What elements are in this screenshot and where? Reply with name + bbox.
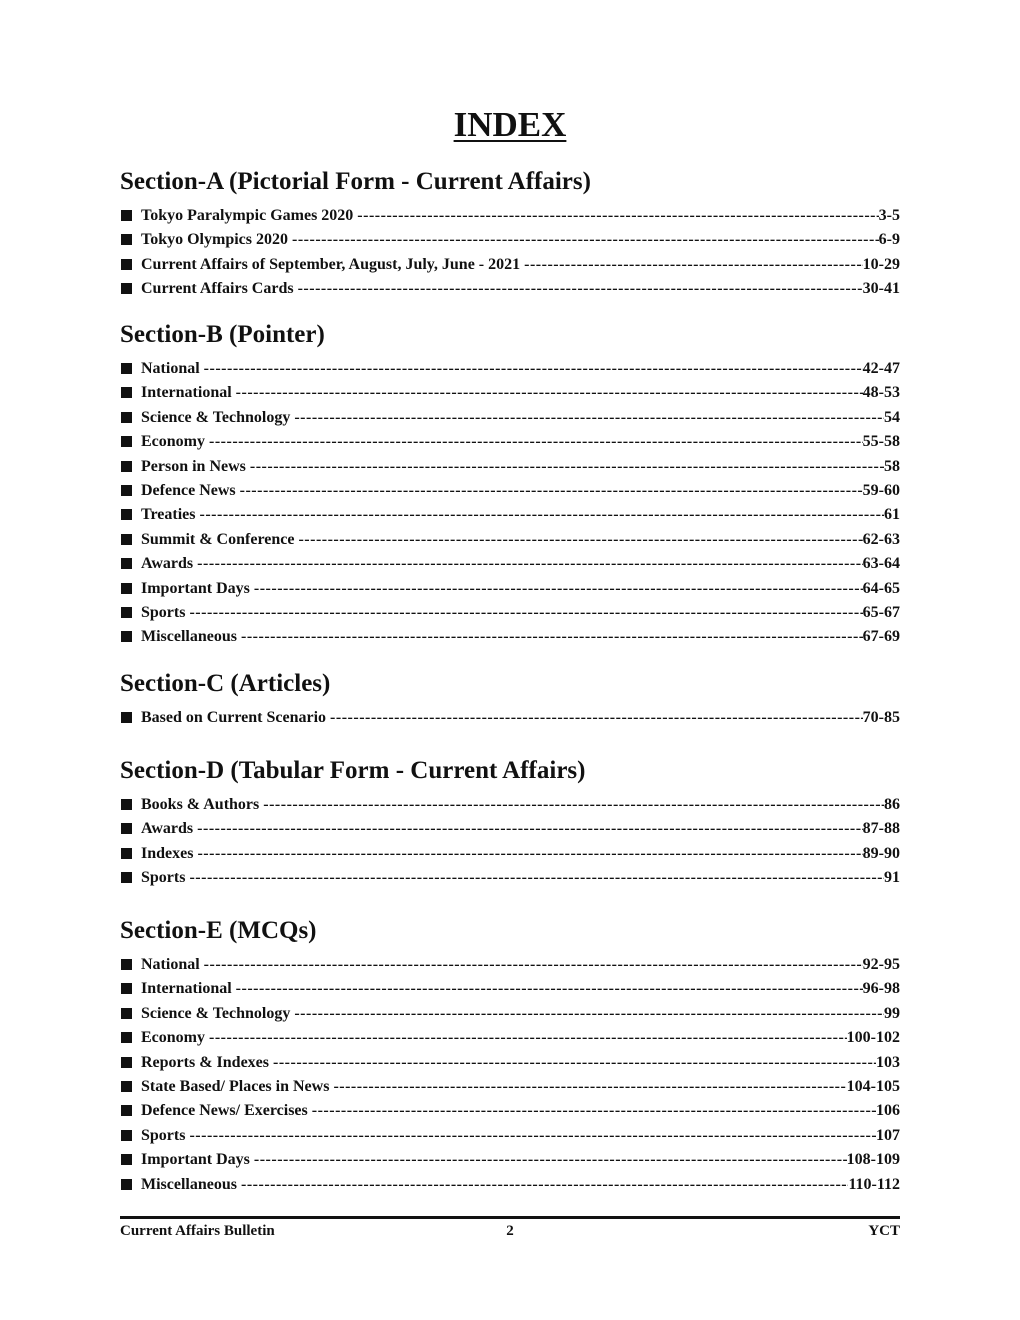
square-bullet-icon <box>121 1154 132 1165</box>
dotted-leader <box>250 455 884 479</box>
index-entry[interactable] <box>120 817 900 841</box>
entry-pages: 42-47 <box>862 360 900 377</box>
index-entry[interactable] <box>120 357 900 381</box>
index-entry[interactable] <box>120 977 900 1001</box>
square-bullet-icon <box>121 799 132 810</box>
entry-pages: 58 <box>884 457 900 475</box>
entry-label: Indexes <box>141 844 194 862</box>
square-bullet-icon <box>121 712 132 723</box>
index-entry[interactable] <box>120 253 900 277</box>
page-title: INDEX <box>453 105 567 144</box>
entry-pages: 92-95 <box>862 956 900 973</box>
entry-label: International <box>141 980 232 998</box>
dotted-leader <box>298 277 863 301</box>
section-entries <box>120 204 900 302</box>
entry-label: Defence News/ Exercises <box>141 1102 308 1120</box>
dotted-leader <box>189 601 862 625</box>
dotted-leader <box>189 1124 876 1148</box>
index-entry[interactable] <box>120 625 900 649</box>
entry-pages: 63-64 <box>862 555 900 573</box>
entry-pages: 10-29 <box>862 255 900 273</box>
entry-pages: 48-53 <box>862 384 900 402</box>
dotted-leader <box>236 977 863 1001</box>
index-entry[interactable] <box>120 455 900 479</box>
dotted-leader <box>204 357 863 381</box>
dotted-leader <box>273 1051 876 1075</box>
square-bullet-icon <box>121 436 132 447</box>
index-entry[interactable] <box>120 552 900 576</box>
index-entry[interactable] <box>120 1099 900 1123</box>
index-entry[interactable] <box>120 503 900 527</box>
dotted-leader <box>241 625 863 649</box>
index-entry[interactable] <box>120 528 900 552</box>
dotted-leader <box>333 1075 846 1099</box>
square-bullet-icon <box>121 283 132 294</box>
dotted-leader <box>357 204 878 228</box>
entry-pages: 55-58 <box>862 433 900 451</box>
index-entry[interactable] <box>120 1026 900 1050</box>
square-bullet-icon <box>121 848 132 859</box>
section-heading: Section-A (Pictorial Form - Current Affairs) <box>120 168 591 195</box>
section-a <box>120 166 900 302</box>
entry-label: Treaties <box>141 506 196 524</box>
index-entry[interactable] <box>120 381 900 405</box>
dotted-leader <box>298 528 862 552</box>
dotted-leader <box>294 1002 884 1026</box>
entry-pages: 30-41 <box>862 280 900 298</box>
footer-publisher: YCT <box>868 1223 900 1239</box>
dotted-leader <box>292 228 879 252</box>
entry-label: Summit & Conference <box>141 530 295 548</box>
index-entry[interactable] <box>120 228 900 252</box>
entry-pages: 110-112 <box>848 1175 900 1193</box>
entry-label: Current Affairs of September, August, July, June - 2021 <box>141 255 521 273</box>
entry-pages: 104-105 <box>846 1077 900 1095</box>
section-heading: Section-E (MCQs) <box>120 917 317 944</box>
entry-label: Tokyo Paralympic Games 2020 <box>141 207 354 224</box>
dotted-leader <box>209 430 863 454</box>
index-entry[interactable] <box>120 601 900 625</box>
index-entry[interactable] <box>120 1124 900 1148</box>
dotted-leader <box>200 503 885 527</box>
entry-label: Person in News <box>141 457 246 475</box>
index-entry[interactable] <box>120 1075 900 1099</box>
entry-pages: 86 <box>884 796 900 813</box>
page-footer <box>120 1221 900 1241</box>
index-entry[interactable] <box>120 1148 900 1172</box>
square-bullet-icon <box>121 1081 132 1092</box>
square-bullet-icon <box>121 872 132 883</box>
entry-label: Awards <box>141 555 194 573</box>
index-entry[interactable] <box>120 1002 900 1026</box>
entry-label: Defence News <box>141 481 236 499</box>
square-bullet-icon <box>121 983 132 994</box>
entry-pages: 3-5 <box>878 207 900 224</box>
entry-pages: 96-98 <box>862 980 900 998</box>
entry-label: Tokyo Olympics 2020 <box>141 231 288 249</box>
index-entry[interactable] <box>120 406 900 430</box>
square-bullet-icon <box>121 1032 132 1043</box>
dotted-leader <box>524 253 863 277</box>
entry-label: Sports <box>141 1126 186 1144</box>
square-bullet-icon <box>121 534 132 545</box>
index-entry[interactable] <box>120 577 900 601</box>
entry-pages: 107 <box>876 1126 900 1144</box>
square-bullet-icon <box>121 583 132 594</box>
entry-pages: 6-9 <box>878 231 900 249</box>
footer-divider <box>120 1216 900 1219</box>
section-b <box>120 319 900 650</box>
square-bullet-icon <box>121 1008 132 1019</box>
entry-label: National <box>141 360 200 377</box>
dotted-leader <box>189 866 884 890</box>
dotted-leader <box>197 552 863 576</box>
entry-label: Reports & Indexes <box>141 1053 269 1071</box>
square-bullet-icon <box>121 1105 132 1116</box>
square-bullet-icon <box>121 1057 132 1068</box>
entry-label: National <box>141 956 200 973</box>
square-bullet-icon <box>121 234 132 245</box>
footer-page-number: 2 <box>506 1223 514 1239</box>
entry-label: Miscellaneous <box>141 1175 237 1193</box>
dotted-leader <box>254 1148 847 1172</box>
dotted-leader <box>197 817 863 841</box>
dotted-leader <box>294 406 884 430</box>
index-entry[interactable] <box>120 277 900 301</box>
entry-pages: 54 <box>884 408 900 426</box>
entry-pages: 100-102 <box>846 1029 900 1047</box>
entry-label: State Based/ Places in News <box>141 1077 330 1095</box>
index-entry[interactable] <box>120 204 900 228</box>
dotted-leader <box>236 381 863 405</box>
square-bullet-icon <box>121 363 132 374</box>
dotted-leader <box>204 953 863 977</box>
entry-label: Sports <box>141 869 186 887</box>
section-entries <box>120 706 900 730</box>
section-entries <box>120 357 900 650</box>
entry-label: Economy <box>141 1029 205 1047</box>
square-bullet-icon <box>121 485 132 496</box>
entry-pages: 108-109 <box>846 1151 900 1169</box>
square-bullet-icon <box>121 461 132 472</box>
square-bullet-icon <box>121 959 132 970</box>
entry-label: Sports <box>141 603 186 621</box>
entry-label: Based on Current Scenario <box>141 709 327 726</box>
entry-label: Current Affairs Cards <box>141 280 294 298</box>
entry-pages: 65-67 <box>862 603 900 621</box>
square-bullet-icon <box>121 1179 132 1190</box>
entry-pages: 67-69 <box>862 628 900 646</box>
entry-label: Economy <box>141 433 205 451</box>
entry-label: Important Days <box>141 579 250 597</box>
square-bullet-icon <box>121 412 132 423</box>
square-bullet-icon <box>121 631 132 642</box>
index-entry[interactable] <box>120 706 900 730</box>
square-bullet-icon <box>121 259 132 270</box>
index-entry[interactable] <box>120 1051 900 1075</box>
square-bullet-icon <box>121 823 132 834</box>
dotted-leader <box>330 706 863 730</box>
dotted-leader <box>254 577 863 601</box>
section-c <box>120 668 900 730</box>
entry-pages: 106 <box>876 1102 900 1120</box>
index-page <box>120 0 900 1320</box>
index-entry[interactable] <box>120 953 900 977</box>
section-entries <box>120 793 900 891</box>
square-bullet-icon <box>121 607 132 618</box>
index-entry[interactable] <box>120 793 900 817</box>
dotted-leader <box>263 793 884 817</box>
entry-pages: 62-63 <box>862 530 900 548</box>
entry-pages: 103 <box>876 1053 900 1071</box>
dotted-leader <box>209 1026 847 1050</box>
entry-label: Awards <box>141 820 194 838</box>
entry-pages: 64-65 <box>862 579 900 597</box>
square-bullet-icon <box>121 1130 132 1141</box>
entry-pages: 99 <box>884 1004 900 1022</box>
square-bullet-icon <box>121 387 132 398</box>
square-bullet-icon <box>121 210 132 221</box>
index-entry[interactable] <box>120 866 900 890</box>
entry-label: Miscellaneous <box>141 628 237 646</box>
dotted-leader <box>241 1173 848 1197</box>
section-heading: Section-B (Pointer) <box>120 321 325 348</box>
section-e <box>120 915 900 1197</box>
entry-label: International <box>141 384 232 402</box>
entry-label: Important Days <box>141 1151 250 1169</box>
entry-pages: 87-88 <box>862 820 900 838</box>
dotted-leader <box>197 842 862 866</box>
index-entry[interactable] <box>120 842 900 866</box>
footer-publication-title: Current Affairs Bulletin <box>120 1223 275 1239</box>
square-bullet-icon <box>121 509 132 520</box>
section-heading: Section-D (Tabular Form - Current Affairs) <box>120 757 586 784</box>
entry-pages: 89-90 <box>862 844 900 862</box>
entry-label: Science & Technology <box>141 408 291 426</box>
entry-pages: 91 <box>884 869 900 887</box>
entry-pages: 70-85 <box>862 709 900 726</box>
entry-label: Books & Authors <box>141 796 260 813</box>
square-bullet-icon <box>121 558 132 569</box>
dotted-leader <box>312 1099 876 1123</box>
section-entries <box>120 953 900 1197</box>
entry-pages: 61 <box>884 506 900 524</box>
dotted-leader <box>240 479 863 503</box>
section-heading: Section-C (Articles) <box>120 670 331 697</box>
section-d <box>120 755 900 891</box>
entry-pages: 59-60 <box>862 481 900 499</box>
index-entry[interactable] <box>120 1173 900 1197</box>
index-entry[interactable] <box>120 430 900 454</box>
index-entry[interactable] <box>120 479 900 503</box>
entry-label: Science & Technology <box>141 1004 291 1022</box>
